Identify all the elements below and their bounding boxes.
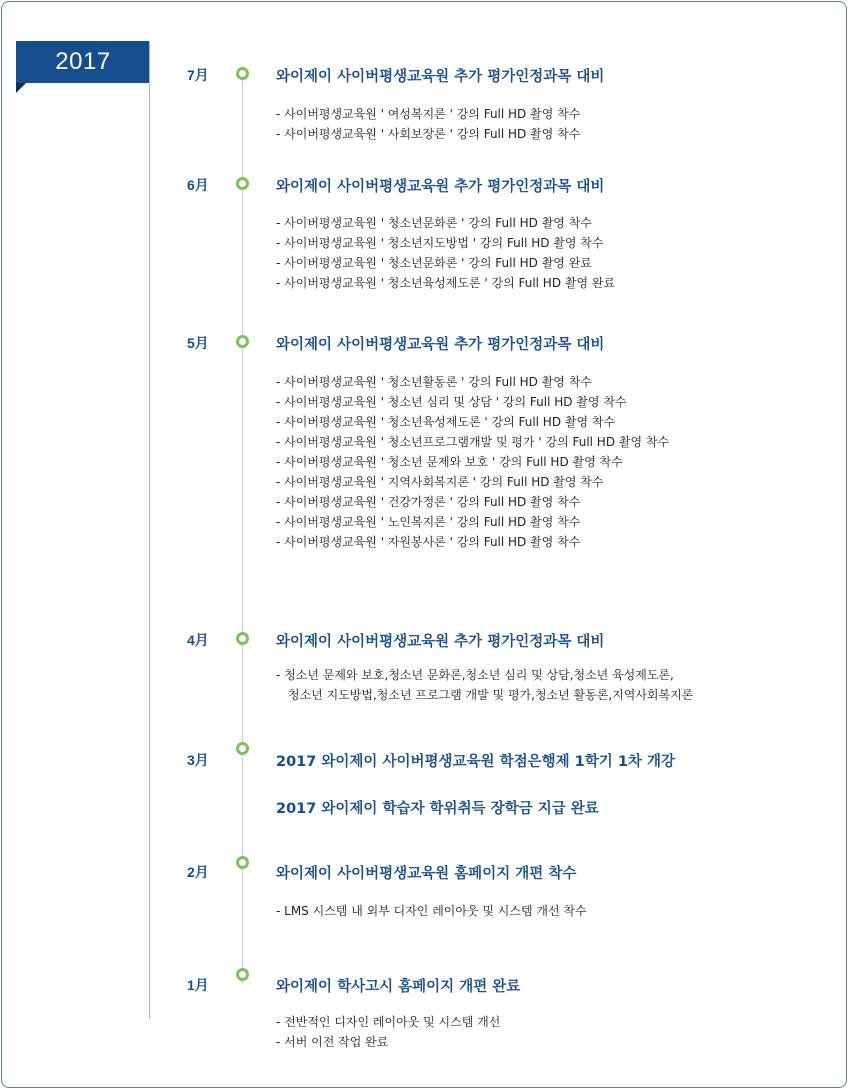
entry-item-list xyxy=(276,1012,500,1052)
list-item: - 사이버평생교육원 ' 청소년문화론 ' 강의 Full HD 촬영 완료 xyxy=(276,256,592,270)
month-label: 1月 xyxy=(187,977,209,993)
list-item: - 사이버평생교육원 ' 청소년 심리 및 상담 ' 강의 Full HD 촬영 착수 xyxy=(276,395,627,409)
list-item: - 사이버평생교육원 ' 자원봉사론 ' 강의 Full HD 촬영 착수 xyxy=(276,535,581,549)
list-item: 청소년 지도방법,청소년 프로그램 개발 및 평가,청소년 활동론,지역사회복지론 xyxy=(288,688,694,702)
year-badge-fold xyxy=(16,83,26,93)
list-item: - 사이버평생교육원 ' 청소년지도방법 ' 강의 Full HD 촬영 착수 xyxy=(276,236,604,250)
list-item: - 사이버평생교육원 ' 청소년 문제와 보호 ' 강의 Full HD 촬영 착수 xyxy=(276,455,623,469)
month-label: 3月 xyxy=(187,752,209,768)
list-item: - 사이버평생교육원 ' 지역사회복지론 ' 강의 Full HD 촬영 착수 xyxy=(276,475,604,489)
entry-title: 와이제이 사이버평생교육원 추가 평가인정과목 대비 xyxy=(276,69,605,85)
year-badge: 2017 xyxy=(16,41,150,83)
list-item: - 서버 이전 작업 완료 xyxy=(276,1035,389,1049)
list-item: - 사이버평생교육원 ' 청소년육성제도론 ' 강의 Full HD 촬영 완료 xyxy=(276,276,616,290)
timeline-line xyxy=(242,72,243,984)
month-label: 2月 xyxy=(187,864,209,880)
list-item: - LMS 시스템 내 외부 디자인 레이아웃 및 시스템 개선 착수 xyxy=(276,904,587,918)
timeline-dot-icon xyxy=(236,335,249,348)
list-item: - 사이버평생교육원 ' 청소년프로그램개발 및 평가 ' 강의 Full HD 촬영 착수 xyxy=(276,435,670,449)
timeline-dot-icon xyxy=(236,632,249,645)
timeline-dot-icon xyxy=(236,67,249,80)
entry-item-list xyxy=(276,901,587,921)
list-item: - 사이버평생교육원 ' 건강가정론 ' 강의 Full HD 촬영 착수 xyxy=(276,495,581,509)
list-item: - 전반적인 디자인 레이아웃 및 시스템 개선 xyxy=(276,1015,501,1029)
timeline-dot-icon xyxy=(236,742,249,755)
year-divider-line xyxy=(149,41,150,1019)
entry-item-list xyxy=(276,372,669,552)
timeline-dot-icon xyxy=(236,177,249,190)
entry-item-list xyxy=(276,213,615,293)
list-item: - 청소년 문제와 보호,청소년 문화론,청소년 심리 및 상담,청소년 육성제도론, xyxy=(276,668,674,682)
list-item: - 사이버평생교육원 ' 청소년문화론 ' 강의 Full HD 촬영 착수 xyxy=(276,216,592,230)
timeline-dot-icon xyxy=(236,856,249,869)
entry-title: 2017 와이제이 사이버평생교육원 학점은행제 1학기 1차 개강 xyxy=(276,754,675,770)
list-item: - 사이버평생교육원 ' 여성복지론 ' 강의 Full HD 촬영 착수 xyxy=(276,107,581,121)
list-item: - 사이버평생교육원 ' 노인복지론 ' 강의 Full HD 촬영 착수 xyxy=(276,515,581,529)
entry-item-list xyxy=(276,104,580,144)
timeline-dot-icon xyxy=(236,968,249,981)
list-item: - 사이버평생교육원 ' 청소년활동론 ' 강의 Full HD 촬영 착수 xyxy=(276,375,592,389)
month-label: 6月 xyxy=(187,177,209,193)
entry-title: 2017 와이제이 학습자 학위취득 장학금 지급 완료 xyxy=(276,801,599,817)
entry-title: 와이제이 사이버평생교육원 추가 평가인정과목 대비 xyxy=(276,179,605,195)
entry-title: 와이제이 학사고시 홈페이지 개편 완료 xyxy=(276,979,521,995)
month-label: 5月 xyxy=(187,335,209,351)
month-label: 4月 xyxy=(187,632,209,648)
entry-title: 와이제이 사이버평생교육원 추가 평가인정과목 대비 xyxy=(276,337,605,353)
list-item: - 사이버평생교육원 ' 청소년육성제도론 ' 강의 Full HD 촬영 착수 xyxy=(276,415,616,429)
entry-title: 와이제이 사이버평생교육원 추가 평가인정과목 대비 xyxy=(276,634,605,650)
entry-item-list xyxy=(276,665,693,705)
entry-title: 와이제이 사이버평생교육원 홈페이지 개편 착수 xyxy=(276,866,577,882)
month-label: 7月 xyxy=(187,67,209,83)
list-item: - 사이버평생교육원 ' 사회보장론 ' 강의 Full HD 촬영 착수 xyxy=(276,127,581,141)
